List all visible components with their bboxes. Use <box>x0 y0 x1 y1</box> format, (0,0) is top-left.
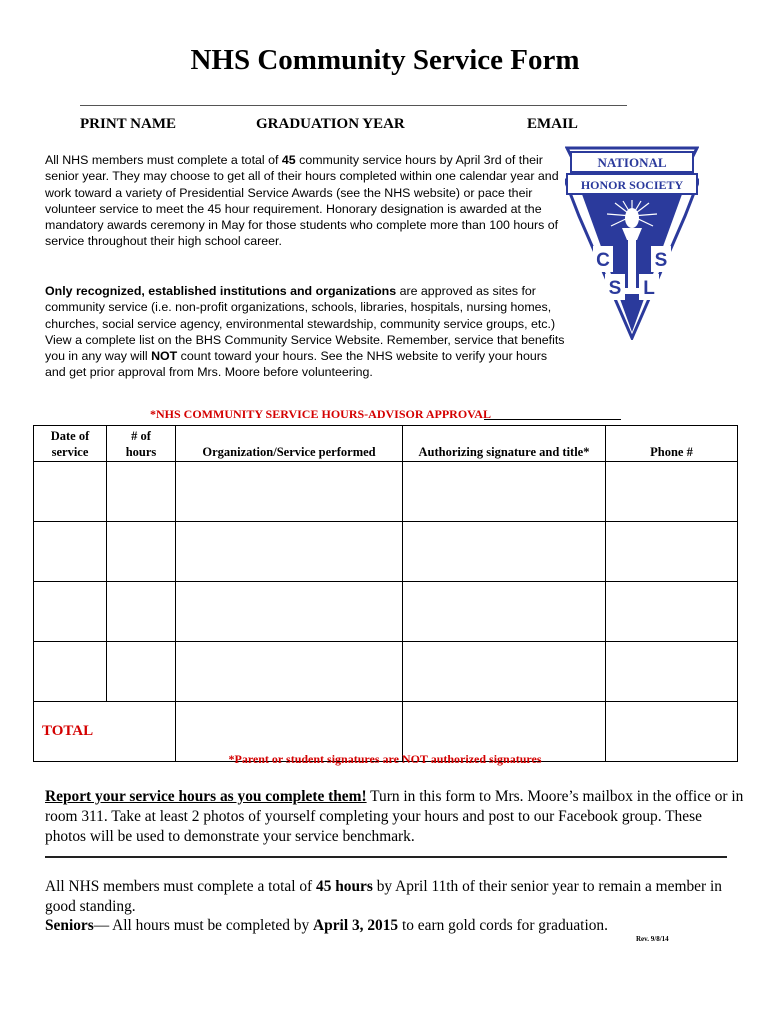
signature-cell[interactable] <box>403 522 606 582</box>
logo-text-honor-society: HONOR SOCIETY <box>580 178 684 192</box>
phone-cell[interactable] <box>606 462 738 522</box>
hours-cell[interactable] <box>107 462 176 522</box>
hours-cell[interactable] <box>107 522 176 582</box>
organization-cell[interactable] <box>176 642 403 702</box>
phone-cell[interactable] <box>606 582 738 642</box>
date-cell[interactable] <box>34 582 107 642</box>
nhs-logo <box>565 146 699 340</box>
title-underline <box>80 105 627 106</box>
signature-note: *Parent or student signatures are NOT authorized signatures <box>228 752 542 766</box>
table-header-row <box>34 426 738 462</box>
section-divider <box>45 856 727 858</box>
phone-cell[interactable] <box>606 642 738 702</box>
header-organization-service: Organization/Service performed <box>176 426 403 462</box>
email-label: EMAIL <box>527 116 578 132</box>
page-title: NHS Community Service Form <box>190 44 580 76</box>
report-instructions: Report your service hours as you complete them! Turn in this form to Mrs. Moore’s mailbox in the office or in room 311. Take at least 2 photos of yourself completing your hours and post to our Facebook group. These photos will be used to demonstrate your service benchmark. <box>45 788 744 845</box>
date-cell[interactable] <box>34 522 107 582</box>
graduation-year-label: GRADUATION YEAR <box>256 116 405 132</box>
header-number-of-hours: # of hours <box>107 426 176 462</box>
date-cell[interactable] <box>34 462 107 522</box>
organization-cell[interactable] <box>176 582 403 642</box>
date-cell[interactable] <box>34 642 107 702</box>
table-row <box>34 462 738 522</box>
table-row <box>34 522 738 582</box>
organization-cell[interactable] <box>176 522 403 582</box>
table-row <box>34 642 738 702</box>
requirements-note: All NHS members must complete a total of 45 hours by April 11th of their senior year to remain a member in good standing. Seniors— All hours must be completed by April 3, 2015 to earn gold cords for graduation. <box>45 878 722 934</box>
logo-text-national: NATIONAL <box>597 155 667 170</box>
intro-paragraph-1: All NHS members must complete a total of 45 community service hours by April 3rd of their senior year. They may choose to get all of their hours completed within one calendar year and work toward a variety of Presidential Service Awards (see the NHS website) or pace their volunteer service to meet the 45 hour requirement. Honorary designation is awarded at the mandatory awards ceremony in May for those students who complete more than 100 hours of service throughout their high school career. <box>45 153 559 249</box>
advisor-approval-signature-line[interactable] <box>484 419 621 420</box>
revision-date: Rev. 9/8/14 <box>636 935 669 943</box>
logo-letter-s-right: S <box>654 250 668 271</box>
header-authorizing-signature: Authorizing signature and title* <box>403 426 606 462</box>
signature-cell[interactable] <box>403 462 606 522</box>
logo-letter-c: C <box>596 250 610 271</box>
logo-letter-s-left: S <box>608 278 622 299</box>
header-date-of-service: Date of service <box>34 426 107 462</box>
hours-cell[interactable] <box>107 642 176 702</box>
signature-cell[interactable] <box>403 582 606 642</box>
total-label: TOTAL <box>34 702 176 762</box>
phone-cell[interactable] <box>606 522 738 582</box>
service-log-table <box>33 425 738 762</box>
table-row <box>34 582 738 642</box>
print-name-label: PRINT NAME <box>80 116 176 132</box>
hours-cell[interactable] <box>107 582 176 642</box>
organization-cell[interactable] <box>176 462 403 522</box>
intro-paragraph-2: Only recognized, established institutions and organizations are approved as sites for community service (i.e. non-profit organizations, schools, libraries, hospitals, nursing homes, churches, social service agency, environmental stewardship, community service groups, etc.) View a complete list on the BHS Community Service Website. Remember, service that benefits you in any way will NOT count toward your hours. See the NHS website to verify your hours and get prior approval from Mrs. Moore before volunteering. <box>45 284 565 380</box>
header-phone: Phone # <box>606 426 738 462</box>
advisor-approval-label: *NHS COMMUNITY SERVICE HOURS-ADVISOR APPROVAL <box>150 407 491 421</box>
signature-cell[interactable] <box>403 642 606 702</box>
logo-letter-l: L <box>643 278 655 299</box>
